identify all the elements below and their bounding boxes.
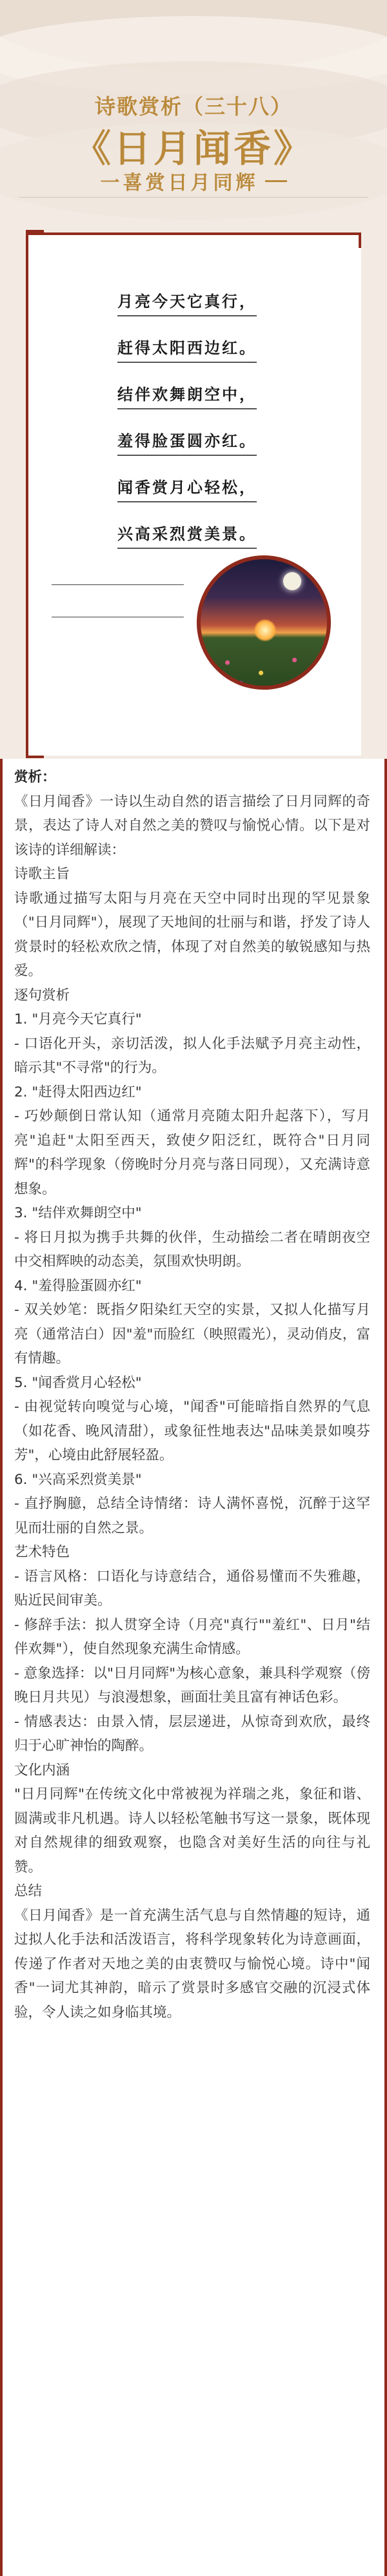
moon-icon [283,572,301,590]
sunset-moon-image [197,555,331,690]
tagline-dash [265,180,287,182]
art-point: - 意象选择：以"日月同辉"为核心意象，兼具科学观察（傍晚日月共见）与浪漫想象，画面壮美且富有神话色彩。 [14,1665,370,1705]
art-point: - 修辞手法：拟人贯穿全诗（月亮"真行""羞红"、日月"结伴欢舞"），使自然现象充满生命情感。 [14,1616,370,1657]
theme-text: 诗歌通过描写太阳与月亮在天空中同时出现的罕见景象（"日月同辉"），展现了天地间的壮丽与和谐，抒发了诗人赏景时的轻松欢欣之情，体现了对自然美的敏锐感知与热爱。 [14,890,370,979]
poem-title: 《日月闻香》 [73,127,313,170]
decorative-lines [52,584,184,649]
line-analysis-title: 2. "赶得太阳西边红" [14,1084,142,1100]
theme-title: 诗歌主旨 [14,866,70,882]
line-analysis-text: - 巧妙颠倒日常认知（通常月亮随太阳升起落下），写月亮"追赶"太阳至西天，致使夕阳泛红，既符合"日月同辉"的科学现象（傍晚时分月亮与落日同现），又充满诗意想象。 [14,1108,370,1197]
poem-line: 月亮今天它真行， [117,292,257,316]
analysis-section [0,759,387,2576]
line-analysis-text: - 将日月拟为携手共舞的伙伴，生动描绘二者在晴朗夜空中交相辉映的动态美，氛围欢快明朗。 [14,1229,370,1270]
poem-body [117,292,330,571]
line-analysis-text: - 双关妙笔：既指夕阳染红天空的实景，又拟人化描写月亮（通常洁白）因"羞"而脸红（映照霞光），灵动俏皮，富有情趣。 [14,1302,370,1366]
tagline-row [0,167,387,195]
summary-text: 《日月闻香》是一首充满生活气息与自然情趣的短诗，通过拟人化手法和活泼语言，将科学现象转化为诗意画面，传递了作者对天地之美的由衷赞叹与愉悦心境。诗中"闻香"一词尤其神韵，暗示了赏景时多感官交融的沉浸式体验，令人读之如身临其境。 [14,1907,370,2021]
line-analysis-text: - 直抒胸臆，总结全诗情绪：诗人满怀喜悦，沉醉于这罕见而壮丽的自然之景。 [14,1496,370,1536]
header-divider [19,197,368,198]
tagline: 一喜赏日月同辉 [100,172,259,194]
line-analysis-title: 6. "兴高采烈赏美景" [14,1471,142,1488]
poem-line: 结伴欢舞朗空中， [117,385,257,409]
poem-card-corner [346,232,361,248]
header-banner [0,0,387,226]
culture-text: "日月同辉"在传统文化中常被视为祥瑞之兆，象征和谐、圆满或非凡机遇。诗人以轻松笔触书写这一景象，既体现对自然规律的细致观察，也隐含对美好生活的向往与礼赞。 [14,1786,370,1875]
poem-card-top-border [26,232,361,235]
poem-line: 闻香赏月心轻松， [117,478,257,502]
line-analysis-title: 1. "月亮今天它真行" [14,1011,142,1027]
analysis-heading: 赏析： [14,769,56,785]
poem-line: 兴高采烈赏美景。 [117,524,257,549]
art-title: 艺术特色 [14,1544,70,1560]
flower-field [201,642,331,690]
line-analysis-title: 4. "羞得脸蛋圆亦红" [14,1277,142,1294]
poem-line: 羞得脸蛋圆亦红。 [117,431,257,456]
culture-title: 文化内涵 [14,1762,70,1778]
art-point: - 情感表达：由景入情，层层递进，从惊奇到欢欣，最终归于心旷神怡的陶醉。 [14,1713,370,1754]
line-analysis-text: - 由视觉转向嗅觉与心境，"闻香"可能暗指自然界的气息（如花香、晚风清甜），或象征性地表达"品味美景如嗅芬芳"，心境由此舒展轻盈。 [14,1399,370,1463]
line-analysis-title: 5. "闻香赏月心轻松" [14,1374,142,1391]
line-analysis-title: 3. "结伴欢舞朗空中" [14,1205,142,1221]
line-analysis-text: - 口语化开头，亲切活泼，拟人化手法赋予月亮主动性，暗示其"不寻常"的行为。 [14,1035,370,1076]
analysis-intro: 《日月闻香》一诗以生动自然的语言描绘了日月同辉的奇景，表达了诗人对自然之美的赞叹与愉悦心情。以下是对该诗的详细解读： [14,793,370,858]
decorative-line [52,584,184,585]
sun-icon [253,619,277,642]
series-title: 诗歌赏析（三十八） [94,94,292,119]
art-point: - 语言风格：口语化与诗意结合，通俗易懂而不失雅趣，贴近民间审美。 [14,1568,370,1609]
lines-title: 逐句赏析 [14,987,70,1004]
summary-title: 总结 [14,1883,43,1899]
poem-line: 赶得太阳西边红。 [117,338,257,363]
